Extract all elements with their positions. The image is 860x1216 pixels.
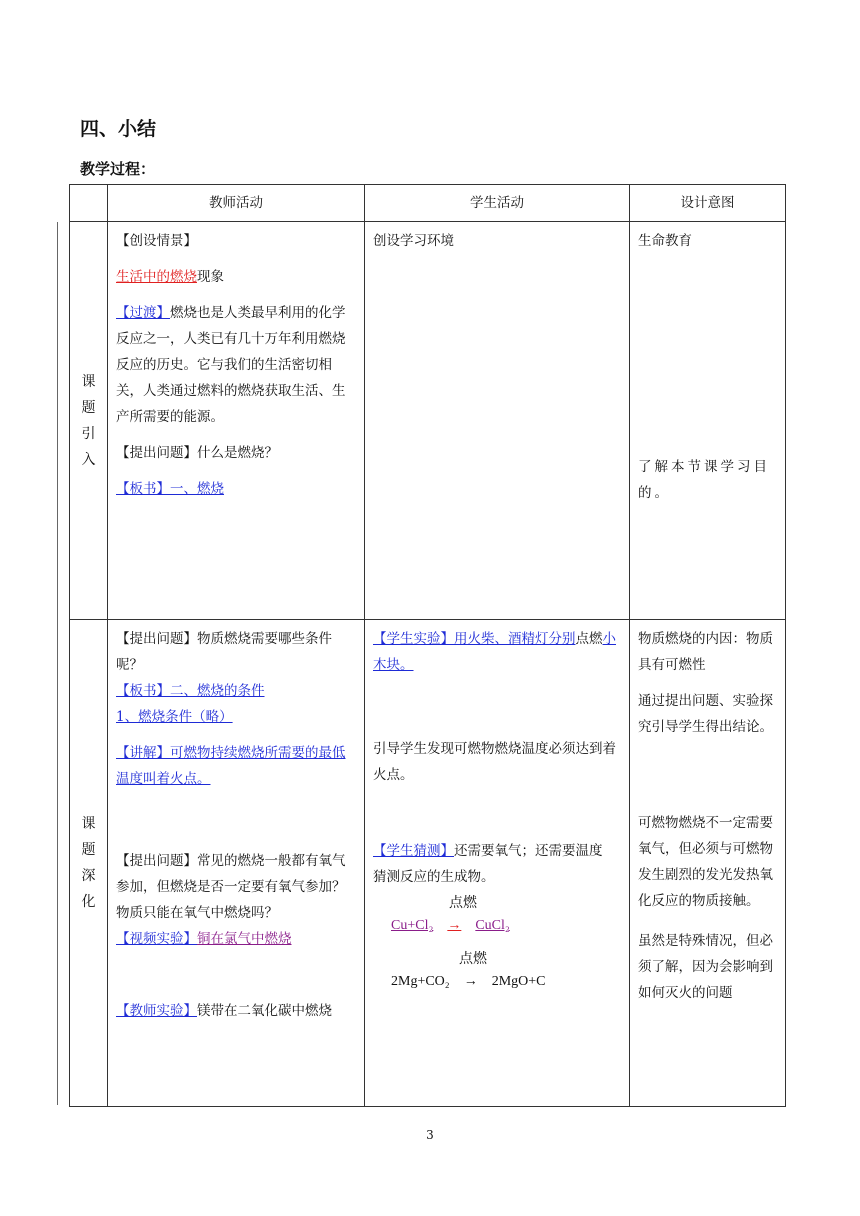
teacher-experiment: 【教师实验】镁带在二氧化碳中燃烧	[116, 1003, 332, 1019]
stage-header-cell	[70, 185, 108, 222]
wood-block-link[interactable]: 小木	[373, 631, 616, 673]
scenario-link[interactable]: 生活中的燃烧	[116, 269, 197, 285]
student-guess: 【学生猜测】还需要氧气；还需要温度	[373, 843, 603, 859]
student-experiment-link[interactable]: 用火柴、酒精灯分别	[454, 631, 576, 647]
teacher-experiment-tag[interactable]: 【教师实验】	[116, 1003, 197, 1019]
student-activity-intro: 创设学习环境	[365, 222, 630, 620]
student-activity-header: 学生活动	[365, 185, 630, 222]
section-heading: 四、小结	[80, 118, 157, 140]
scenario-label: 【创设情景】	[116, 233, 197, 249]
design-intent-intro	[630, 222, 786, 620]
table-header-row	[70, 185, 786, 222]
ignition-guidance: 引导学生发现可燃物燃烧温度必须达到着火点。	[373, 741, 616, 783]
design-text-goal: 了解本节课学习目的。	[638, 459, 770, 501]
page-number: 3	[426, 1128, 434, 1142]
equation2	[373, 970, 623, 994]
process-heading: 教学过程：	[80, 160, 156, 178]
design-special-case: 虽然是特殊情况，但必须了解，因为会影响到如何灭火的问题	[638, 933, 773, 1001]
transition-tag[interactable]: 【过渡】	[116, 305, 170, 321]
design-intent-deepen	[630, 620, 786, 1107]
question-conditions: 【提出问题】物质燃烧需要哪些条件呢？	[116, 631, 332, 673]
student-experiment: 【学生实验】用火柴、酒精灯分别点燃小木块。	[373, 631, 616, 673]
student-activity-deepen	[365, 620, 630, 1107]
equation1-arrow: →	[447, 918, 462, 933]
teacher-activity-header: 教师活动	[108, 185, 365, 222]
equation1	[373, 914, 623, 938]
equation1-left: Cu+Cl₂	[391, 918, 434, 933]
stage-label-intro: 课 题 引 入	[70, 222, 108, 620]
design-oxygen-note: 可燃物燃烧不一定需要氧气，但必须与可燃物发生剧烈的发光发热氧化反应的物质接触。	[638, 815, 773, 909]
equation2-condition: 点燃	[459, 952, 487, 967]
table-row-intro	[70, 222, 786, 620]
teacher-activity-intro	[108, 222, 365, 620]
equation1-condition: 点燃	[449, 896, 477, 911]
conditions-link[interactable]: 1、燃烧条件（略）	[116, 709, 233, 725]
transition-paragraph: 【过渡】燃烧也是人类最早利用的化学反应之一，人类已有几十万年利用燃烧反应的历史。它与我们的生活密切相关，人类通过燃料的燃烧获取生活、生产所需要的能源。	[116, 305, 346, 425]
question-text: 【提出问题】什么是燃烧？	[116, 445, 278, 461]
table-row-deepen	[70, 620, 786, 1107]
guess-products: 猜测反应的生成物。	[373, 869, 495, 885]
design-inner-cause: 物质燃烧的内因：物质具有可燃性	[638, 631, 773, 673]
explanation-link[interactable]: 【讲解】可燃物持续燃烧所需要的最低温度叫着火点。	[116, 745, 346, 787]
student-experiment-tag[interactable]: 【学生实验】	[373, 631, 454, 647]
scenario-text: 生活中的燃烧现象	[116, 269, 224, 285]
student-guess-tag[interactable]: 【学生猜测】	[373, 843, 454, 859]
video-experiment-tag[interactable]: 【视频实验】	[116, 931, 197, 947]
blackboard-link[interactable]: 【板书】一、燃烧	[116, 481, 224, 497]
design-intent-header: 设计意图	[630, 185, 786, 222]
blackboard-conditions-link[interactable]: 【板书】二、燃烧的条件	[116, 683, 265, 699]
teacher-activity-deepen	[108, 620, 365, 1107]
margin-rule	[57, 222, 58, 1105]
equation2-right: 2MgO+C	[491, 974, 546, 989]
lesson-table	[69, 184, 786, 1107]
stage-label-deepen: 课 题 深 化	[70, 620, 108, 1107]
question-oxygen: 【提出问题】常见的燃烧一般都有氧气参加，但燃烧是否一定要有氧气参加？物质只能在氧气中燃烧吗？	[116, 853, 346, 921]
design-text-life: 生命教育	[638, 233, 692, 249]
design-inquiry: 通过提出问题、实验探究引导学生得出结论。	[638, 693, 773, 735]
video-experiment	[116, 926, 358, 952]
video-experiment-link[interactable]: 铜在氯气中燃烧	[197, 931, 292, 947]
equation2-left: 2Mg+CO₂	[391, 974, 450, 989]
equation1-right: CuCl₂	[475, 918, 510, 933]
equation2-arrow: →	[463, 974, 478, 989]
